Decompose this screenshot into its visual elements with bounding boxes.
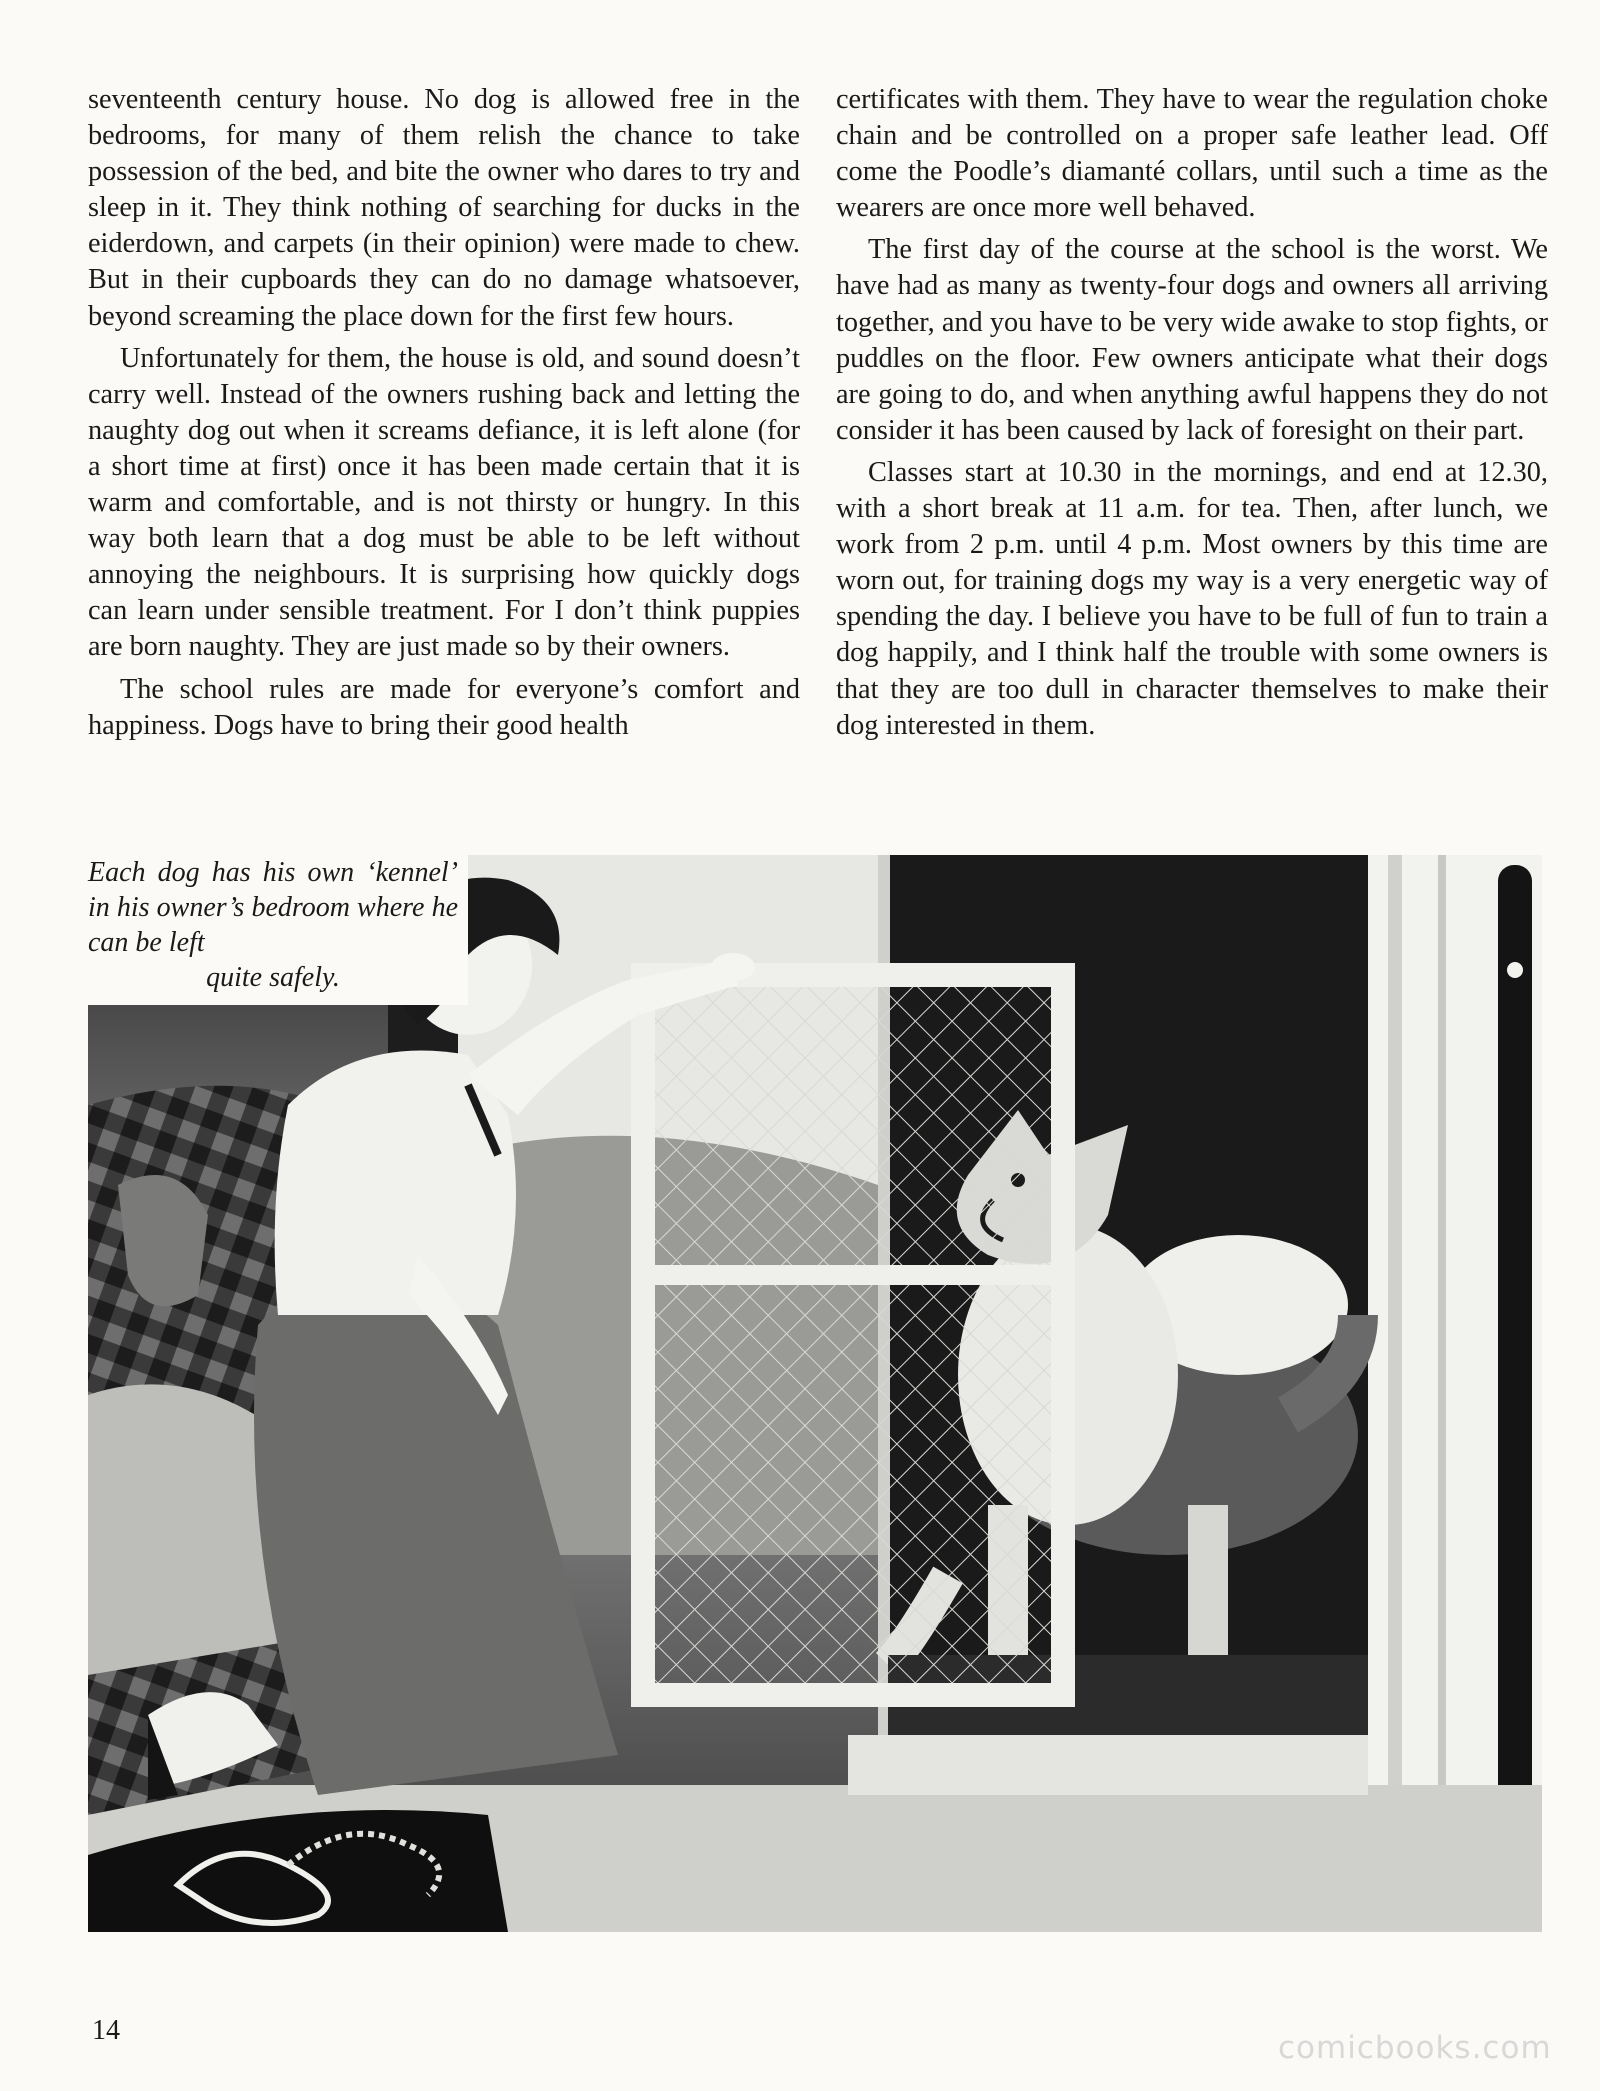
watermark: comicbooks.com: [1278, 2030, 1552, 2066]
paragraph: The first day of the course at the school is the worst. We have had as many as twenty-four dogs and owners all arriving together, and you have to be very wide awake to stop fights, or puddles on the floor. Few owners anticipate what their dogs are going to do, and when anything awful happens they do not consider it has been caused by lack of foresight on their part.: [836, 234, 1548, 446]
caption-text: Each dog has his own ‘kennel’ in his owner’s bedroom where he can be left: [88, 857, 458, 958]
paragraph: certificates with them. They have to wear the regulation choke chain and be controlled on a proper safe leather lead. Off come the Poodle’s diamanté collars, until such a time as the wearers are once more well behaved.: [836, 84, 1548, 224]
kennel-door: [643, 975, 1063, 1695]
page-number: 14: [92, 2015, 120, 2046]
paragraph: seventeenth century house. No dog is allowed free in the bedrooms, for many of them relish the chance to take possession of the bed, and bite the owner who dares to try and sleep in it. They think nothing of searching for ducks in the eiderdown, and carpets (in their opinion) were made to chew. But in their cupboards they can do no damage whatsoever, beyond screaming the place down for the first few hours.: [88, 84, 800, 332]
article-left-column: [88, 82, 800, 744]
illustration-caption: [88, 855, 468, 1005]
paragraph: Classes start at 10.30 in the mornings, and end at 12.30, with a short break at 11 a.m. for tea. Then, after lunch, we work from 2 p.m. until 4 p.m. Most owners by this time are worn out, for training dogs my way is a very energetic way of spending the day. I believe you have to be full of fun to train a dog happily, and I think half the trouble with some owners is that they are too dull in character themselves to make their dog interested in them.: [836, 456, 1548, 741]
paragraph: Unfortunately for them, the house is old, and sound doesn’t carry well. Instead of the owners rushing back and letting the naughty dog out when it screams defiance, it is left alone (for a short time at first) once it has been made certain that it is warm and comfortable, and is not thirsty or hungry. In this way both learn that a dog must be able to be left without annoying the neighbours. It is surprising how quickly dogs can learn under sensible treatment. For I don’t think puppies are born naughty. They are just made so by their owners.: [88, 342, 800, 663]
illustration-woman-and-dog-kennel: [88, 855, 1542, 1932]
paragraph: The school rules are made for everyone’s comfort and happiness. Dogs have to bring their good health: [88, 673, 800, 741]
caption-last-line: quite safely.: [206, 962, 340, 993]
article-right-column: [836, 82, 1548, 744]
